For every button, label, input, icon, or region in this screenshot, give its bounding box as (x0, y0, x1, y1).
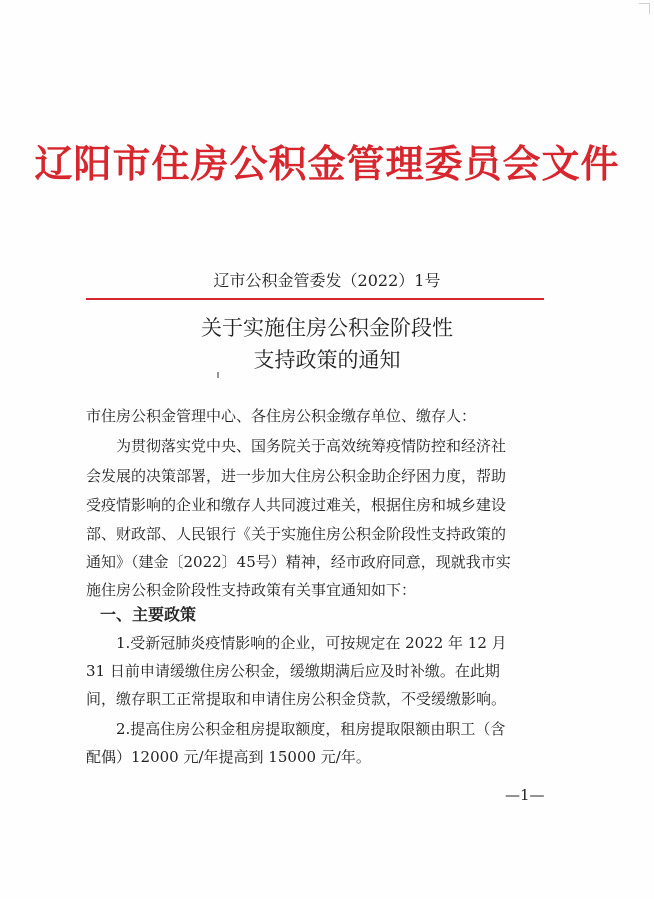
salutation: 市住房公积金管理中心、各住房公积金缴存单位、缴存人： (86, 407, 477, 425)
document-number: 辽市公积金管委发（2022）1号 (213, 271, 441, 290)
issuing-authority-title: 辽阳市住房公积金管理委员会文件 (34, 141, 620, 186)
notice-title-line-1: 关于实施住房公积金阶段性 (201, 316, 453, 340)
notice-title-line-2: 支持政策的通知 (253, 348, 401, 372)
policy-item-line: 间，缴存职工正常提取和申请住房公积金贷款，不受缓缴影响。 (86, 690, 507, 708)
body-paragraph-line: 施住房公积金阶段性支持政策有关事宜通知如下： (86, 581, 417, 599)
policy-item-line: 31 日前申请缓缴住房公积金，缓缴期满后应及时补缴。在此期 (86, 662, 500, 680)
scan-corner-mark (639, 3, 650, 14)
scan-artifact-mark (217, 372, 219, 378)
body-paragraph-line: 受疫情影响的企业和缴存人共同渡过难关，根据住房和城乡建设 (86, 496, 507, 514)
body-paragraph-line: 为贯彻落实党中央、国务院关于高效统筹疫情防控和经济社 (116, 437, 507, 455)
policy-item-line: 1.受新冠肺炎疫情影响的企业，可按规定在 2022 年 12 月 (116, 634, 507, 652)
body-paragraph-line: 会发展的决策部署，进一步加大住房公积金助企纾困力度，帮助 (86, 467, 507, 485)
body-paragraph-line: 部、财政部、人民银行《关于实施住房公积金阶段性支持政策的 (86, 525, 507, 543)
red-separator-line (86, 298, 544, 300)
section-heading-main-policies: 一、主要政策 (100, 605, 197, 624)
policy-item-line: 配偶）12000 元/年提高到 15000 元/年。 (86, 748, 371, 766)
body-paragraph-line: 通知》（建金〔2022〕45号）精神，经市政府同意，现就我市实 (86, 553, 511, 571)
policy-item-line: 2.提高住房公积金租房提取额度，租房提取限额由职工（含 (116, 720, 506, 738)
page-number: —1— (505, 786, 545, 804)
